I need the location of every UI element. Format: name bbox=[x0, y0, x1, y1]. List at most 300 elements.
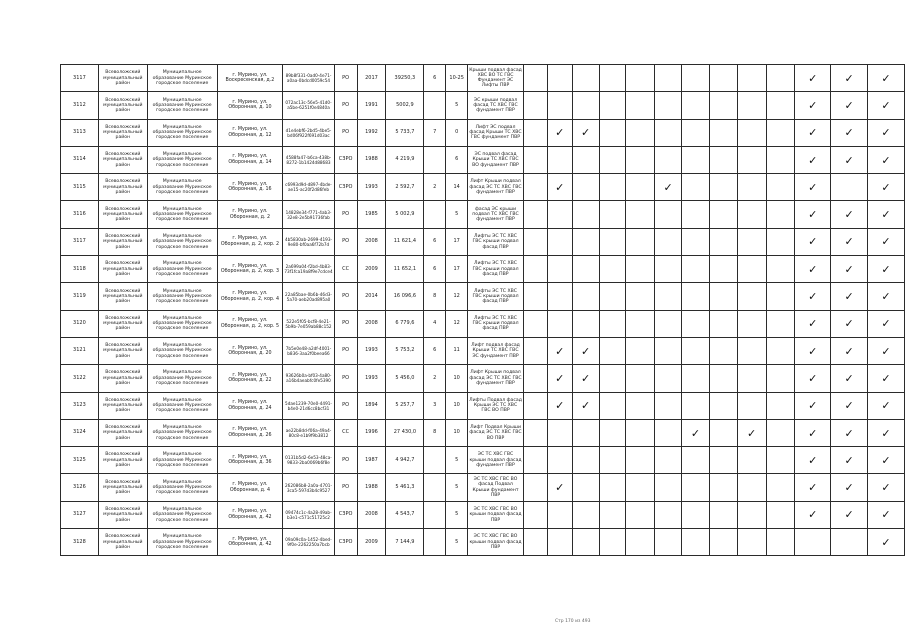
checkmark-icon: ✓ bbox=[867, 174, 904, 201]
year-cell: 2008 bbox=[357, 501, 386, 528]
checkmark-icon bbox=[766, 474, 795, 501]
checkmark-icon: ✓ bbox=[547, 474, 572, 501]
checkmark-icon bbox=[572, 228, 599, 255]
row-number: 3119 bbox=[61, 283, 99, 310]
checkmark-icon bbox=[599, 65, 626, 92]
checkmark-icon: ✓ bbox=[831, 228, 868, 255]
checkmark-icon bbox=[831, 174, 868, 201]
checkmark-icon bbox=[682, 146, 710, 173]
checkmark-icon bbox=[709, 337, 737, 364]
checkmark-icon bbox=[547, 228, 572, 255]
checkmark-icon bbox=[655, 447, 682, 474]
page-footer bbox=[555, 619, 590, 624]
checkmark-icon: ✓ bbox=[547, 119, 572, 146]
checkmark-icon bbox=[709, 92, 737, 119]
floors-cell: 8 bbox=[424, 419, 446, 446]
works-table bbox=[60, 64, 905, 556]
entrances-cell: 6 bbox=[446, 146, 468, 173]
checkmark-icon: ✓ bbox=[867, 501, 904, 528]
area-cell: 5 733,7 bbox=[386, 119, 424, 146]
checkmark-icon bbox=[766, 119, 795, 146]
checkmark-icon bbox=[766, 283, 795, 310]
management-cell: РО bbox=[334, 201, 357, 228]
area-cell: 4 942,7 bbox=[386, 447, 424, 474]
row-number: 3120 bbox=[61, 310, 99, 337]
checkmark-icon bbox=[655, 529, 682, 556]
entrances-cell: 10 bbox=[446, 392, 468, 419]
checkmark-icon bbox=[737, 119, 766, 146]
checkmark-icon bbox=[655, 283, 682, 310]
checkmark-icon bbox=[626, 174, 655, 201]
checkmark-icon bbox=[655, 146, 682, 173]
footer-page: 170 bbox=[565, 619, 574, 624]
checkmark-icon: ✓ bbox=[831, 337, 868, 364]
floors-cell: 3 bbox=[424, 392, 446, 419]
checkmark-icon bbox=[766, 146, 795, 173]
row-number: 3116 bbox=[61, 201, 99, 228]
floors-cell: 6 bbox=[424, 65, 446, 92]
municipality-cell: Муниципальное образование Муринское городское поселение bbox=[147, 447, 217, 474]
entrances-cell: 5 bbox=[446, 447, 468, 474]
checkmark-icon bbox=[626, 119, 655, 146]
checkmark-icon bbox=[599, 501, 626, 528]
entrances-cell: 17 bbox=[446, 228, 468, 255]
checkmark-icon bbox=[626, 256, 655, 283]
management-cell: РО bbox=[334, 310, 357, 337]
year-cell: 1894 bbox=[357, 392, 386, 419]
checkmark-icon bbox=[523, 365, 547, 392]
year-cell: 2014 bbox=[357, 283, 386, 310]
address-cell: г. Мурино, ул. Оборонная, д. 26 bbox=[217, 419, 283, 446]
floors-cell bbox=[424, 92, 446, 119]
checkmark-icon bbox=[599, 283, 626, 310]
table-row bbox=[61, 529, 905, 556]
checkmark-icon bbox=[572, 474, 599, 501]
entrances-cell: 0 bbox=[446, 119, 468, 146]
address-cell: г. Мурино, ул. Оборонная, д. 4 bbox=[217, 474, 283, 501]
area-cell: 39250,3 bbox=[386, 65, 424, 92]
checkmark-icon bbox=[737, 283, 766, 310]
entrances-cell: 5 bbox=[446, 529, 468, 556]
checkmark-icon bbox=[682, 501, 710, 528]
checkmark-icon: ✓ bbox=[795, 337, 831, 364]
area-cell: 5 753,2 bbox=[386, 337, 424, 364]
guid-cell: 93626b0a-bf03-4a80-a16b4aeabfc0fe5390 bbox=[283, 365, 334, 392]
works-cell: Лифты Подвал фасад Крыши ЭС ТС ХВС ГВС ВО ПВР bbox=[468, 392, 524, 419]
checkmark-icon bbox=[547, 92, 572, 119]
row-number: 3114 bbox=[61, 146, 99, 173]
checkmark-icon: ✓ bbox=[867, 365, 904, 392]
table-row bbox=[61, 447, 905, 474]
district-cell: Всеволожский муниципальный район bbox=[98, 228, 147, 255]
floors-cell bbox=[424, 529, 446, 556]
guid-cell: d1e4ebf6-2bd5-4be5-bd06f922f691d03ac bbox=[283, 119, 334, 146]
checkmark-icon bbox=[599, 228, 626, 255]
checkmark-icon bbox=[626, 419, 655, 446]
checkmark-icon: ✓ bbox=[547, 392, 572, 419]
works-cell: Лифты ЭС ТС ХВС ГВС крыши подвал фасад ПВР bbox=[468, 310, 524, 337]
checkmark-icon bbox=[523, 392, 547, 419]
checkmark-icon: ✓ bbox=[867, 474, 904, 501]
table-row bbox=[61, 119, 905, 146]
checkmark-icon bbox=[547, 256, 572, 283]
checkmark-icon: ✓ bbox=[572, 365, 599, 392]
works-cell: фасад ЭС крыши подвал ТС ХВС ГВС фундамент ПВР bbox=[468, 201, 524, 228]
works-cell: ЭС подвал фасад Крыши ТС ХВС ГВС ВО фундамент ПВР bbox=[468, 146, 524, 173]
management-cell: РО bbox=[334, 228, 357, 255]
checkmark-icon bbox=[655, 419, 682, 446]
checkmark-icon: ✓ bbox=[795, 201, 831, 228]
management-cell: РО bbox=[334, 92, 357, 119]
address-cell: г. Мурино, ул. Оборонная, д. 14 bbox=[217, 146, 283, 173]
floors-cell: 4 bbox=[424, 310, 446, 337]
guid-cell: 22a85bae-0b6b-46d3-5a70-aeb20ad895a0 bbox=[283, 283, 334, 310]
guid-cell: 0131b5d2-6e53-48ca-9833-2ba0069b6f8e bbox=[283, 447, 334, 474]
checkmark-icon bbox=[599, 392, 626, 419]
checkmark-icon bbox=[626, 201, 655, 228]
area-cell: 4 219,9 bbox=[386, 146, 424, 173]
checkmark-icon bbox=[709, 474, 737, 501]
footer-label: Стр bbox=[555, 619, 564, 624]
checkmark-icon bbox=[626, 447, 655, 474]
management-cell: РО bbox=[334, 337, 357, 364]
address-cell: г. Мурино, ул. Оборонная, д. 2, кор. 2 bbox=[217, 228, 283, 255]
checkmark-icon bbox=[766, 228, 795, 255]
checkmark-icon bbox=[737, 501, 766, 528]
table-row bbox=[61, 256, 905, 283]
row-number: 3127 bbox=[61, 501, 99, 528]
guid-cell: 522e5f05-bcf8-4e21-5b9b-7e059ab88c152 bbox=[283, 310, 334, 337]
guid-cell: 14828e34-f771-4ab3-32e8-2e5b91736fab bbox=[283, 201, 334, 228]
checkmark-icon: ✓ bbox=[547, 365, 572, 392]
checkmark-icon bbox=[547, 447, 572, 474]
checkmark-icon bbox=[599, 310, 626, 337]
checkmark-icon: ✓ bbox=[831, 447, 868, 474]
checkmark-icon bbox=[599, 201, 626, 228]
checkmark-icon bbox=[766, 65, 795, 92]
area-cell: 11 652,1 bbox=[386, 256, 424, 283]
municipality-cell: Муниципальное образование Муринское городское поселение bbox=[147, 228, 217, 255]
municipality-cell: Муниципальное образование Муринское городское поселение bbox=[147, 283, 217, 310]
checkmark-icon: ✓ bbox=[831, 474, 868, 501]
checkmark-icon bbox=[682, 529, 710, 556]
entrances-cell: 5 bbox=[446, 92, 468, 119]
floors-cell: 2 bbox=[424, 365, 446, 392]
checkmark-icon bbox=[523, 256, 547, 283]
floors-cell: 2 bbox=[424, 174, 446, 201]
checkmark-icon: ✓ bbox=[795, 474, 831, 501]
row-number: 3122 bbox=[61, 365, 99, 392]
district-cell: Всеволожский муниципальный район bbox=[98, 474, 147, 501]
checkmark-icon bbox=[682, 228, 710, 255]
municipality-cell: Муниципальное образование Муринское городское поселение bbox=[147, 501, 217, 528]
area-cell: 5 461,3 bbox=[386, 474, 424, 501]
checkmark-icon bbox=[737, 256, 766, 283]
checkmark-icon bbox=[547, 146, 572, 173]
floors-cell bbox=[424, 474, 446, 501]
address-cell: г. Мурино, ул. Оборонная, д. 2, кор. 3 bbox=[217, 256, 283, 283]
works-cell: ЭС ТС ХВС ГВС крыши подвал фасад фундамент ПВР bbox=[468, 447, 524, 474]
checkmark-icon bbox=[655, 65, 682, 92]
checkmark-icon bbox=[682, 201, 710, 228]
address-cell: г. Мурино, ул. Оборонная, д. 2, кор. 5 bbox=[217, 310, 283, 337]
footer-total: 493 bbox=[581, 619, 591, 624]
checkmark-icon bbox=[599, 256, 626, 283]
municipality-cell: Муниципальное образование Муринское городское поселение bbox=[147, 65, 217, 92]
row-number: 3115 bbox=[61, 174, 99, 201]
management-cell: РО bbox=[334, 283, 357, 310]
district-cell: Всеволожский муниципальный район bbox=[98, 201, 147, 228]
checkmark-icon: ✓ bbox=[867, 201, 904, 228]
table-row bbox=[61, 310, 905, 337]
year-cell: 1988 bbox=[357, 474, 386, 501]
year-cell: 1988 bbox=[357, 146, 386, 173]
checkmark-icon bbox=[523, 474, 547, 501]
row-number: 3117 bbox=[61, 65, 99, 92]
district-cell: Всеволожский муниципальный район bbox=[98, 310, 147, 337]
entrances-cell: 5 bbox=[446, 474, 468, 501]
checkmark-icon: ✓ bbox=[831, 310, 868, 337]
checkmark-icon bbox=[766, 256, 795, 283]
district-cell: Всеволожский муниципальный район bbox=[98, 501, 147, 528]
table-body bbox=[61, 65, 905, 556]
checkmark-icon bbox=[655, 228, 682, 255]
checkmark-icon bbox=[547, 65, 572, 92]
checkmark-icon bbox=[682, 65, 710, 92]
checkmark-icon bbox=[523, 228, 547, 255]
table-row bbox=[61, 337, 905, 364]
management-cell: РО bbox=[334, 119, 357, 146]
entrances-cell: 10 bbox=[446, 419, 468, 446]
checkmark-icon bbox=[709, 228, 737, 255]
year-cell: 1985 bbox=[357, 201, 386, 228]
checkmark-icon: ✓ bbox=[795, 119, 831, 146]
area-cell: 6 779,6 bbox=[386, 310, 424, 337]
row-number: 3128 bbox=[61, 529, 99, 556]
checkmark-icon bbox=[682, 119, 710, 146]
checkmark-icon: ✓ bbox=[831, 119, 868, 146]
works-cell: Лифт Крыши подвал фасад ЭС ТС ХВС ГВС фундамент ПВР bbox=[468, 174, 524, 201]
row-number: 3124 bbox=[61, 419, 99, 446]
checkmark-icon: ✓ bbox=[572, 337, 599, 364]
checkmark-icon bbox=[626, 92, 655, 119]
checkmark-icon: ✓ bbox=[547, 174, 572, 201]
municipality-cell: Муниципальное образование Муринское городское поселение bbox=[147, 365, 217, 392]
row-number: 3117 bbox=[61, 228, 99, 255]
area-cell: 5 002,9 bbox=[386, 201, 424, 228]
address-cell: г. Мурино, ул. Оборонная, д. 22 bbox=[217, 365, 283, 392]
checkmark-icon: ✓ bbox=[795, 447, 831, 474]
checkmark-icon: ✓ bbox=[867, 92, 904, 119]
checkmark-icon: ✓ bbox=[795, 92, 831, 119]
checkmark-icon bbox=[599, 92, 626, 119]
table-row bbox=[61, 501, 905, 528]
year-cell: 2009 bbox=[357, 256, 386, 283]
checkmark-icon bbox=[547, 283, 572, 310]
checkmark-icon: ✓ bbox=[831, 501, 868, 528]
checkmark-icon: ✓ bbox=[572, 392, 599, 419]
checkmark-icon bbox=[709, 365, 737, 392]
checkmark-icon bbox=[572, 201, 599, 228]
checkmark-icon bbox=[523, 65, 547, 92]
checkmark-icon bbox=[766, 365, 795, 392]
district-cell: Всеволожский муниципальный район bbox=[98, 92, 147, 119]
checkmark-icon bbox=[709, 146, 737, 173]
checkmark-icon bbox=[655, 501, 682, 528]
area-cell: 4 543,7 bbox=[386, 501, 424, 528]
entrances-cell: 10 bbox=[446, 365, 468, 392]
guid-cell: 4b5830ab-2699-4193-9e80-bf0aa6f72b7d bbox=[283, 228, 334, 255]
checkmark-icon bbox=[655, 201, 682, 228]
checkmark-icon: ✓ bbox=[867, 310, 904, 337]
checkmark-icon: ✓ bbox=[867, 392, 904, 419]
checkmark-icon bbox=[709, 501, 737, 528]
checkmark-icon bbox=[709, 174, 737, 201]
year-cell: 1987 bbox=[357, 447, 386, 474]
guid-cell: 7b5e0e48-a2df-4001-b836-3aa2f0beea66 bbox=[283, 337, 334, 364]
address-cell: г. Мурино, ул. Воскресенская, д.2 bbox=[217, 65, 283, 92]
footer-of: из bbox=[575, 619, 581, 624]
checkmark-icon bbox=[523, 310, 547, 337]
row-number: 3126 bbox=[61, 474, 99, 501]
checkmark-icon: ✓ bbox=[867, 228, 904, 255]
table-row bbox=[61, 92, 905, 119]
address-cell: г. Мурино, ул. Оборонная, д. 2, кор. 4 bbox=[217, 283, 283, 310]
table-row bbox=[61, 283, 905, 310]
district-cell: Всеволожский муниципальный район bbox=[98, 283, 147, 310]
floors-cell: 6 bbox=[424, 228, 446, 255]
checkmark-icon bbox=[626, 337, 655, 364]
checkmark-icon bbox=[655, 392, 682, 419]
entrances-cell: 5 bbox=[446, 501, 468, 528]
checkmark-icon: ✓ bbox=[737, 419, 766, 446]
row-number: 3113 bbox=[61, 119, 99, 146]
checkmark-icon: ✓ bbox=[867, 529, 904, 556]
municipality-cell: Муниципальное образование Муринское городское поселение bbox=[147, 474, 217, 501]
checkmark-icon: ✓ bbox=[795, 365, 831, 392]
checkmark-icon bbox=[709, 283, 737, 310]
works-cell: ЭС ТС ХВС ГВС ВО крыши подвал фасад ПВР bbox=[468, 529, 524, 556]
checkmark-icon bbox=[795, 529, 831, 556]
municipality-cell: Муниципальное образование Муринское городское поселение bbox=[147, 201, 217, 228]
checkmark-icon: ✓ bbox=[547, 337, 572, 364]
checkmark-icon: ✓ bbox=[795, 65, 831, 92]
address-cell: г. Мурино, ул. Оборонная, д. 20 bbox=[217, 337, 283, 364]
checkmark-icon bbox=[655, 365, 682, 392]
works-cell: Лифт Крыши подвал фасад ЭС ТС ХВС ГВС фундамент ПВР bbox=[468, 365, 524, 392]
address-cell: г. Мурино, ул. Оборонная, д. 10 bbox=[217, 92, 283, 119]
checkmark-icon bbox=[572, 447, 599, 474]
table-row bbox=[61, 365, 905, 392]
checkmark-icon bbox=[709, 447, 737, 474]
checkmark-icon bbox=[572, 256, 599, 283]
management-cell: СЗРО bbox=[334, 146, 357, 173]
checkmark-icon bbox=[599, 365, 626, 392]
district-cell: Всеволожский муниципальный район bbox=[98, 146, 147, 173]
works-cell: Лифты ЭС ТС ХВС ГВС крыши подвал фасад ПВР bbox=[468, 256, 524, 283]
checkmark-icon bbox=[709, 419, 737, 446]
checkmark-icon bbox=[709, 392, 737, 419]
checkmark-icon bbox=[655, 92, 682, 119]
entrances-cell: 10-25 bbox=[446, 65, 468, 92]
floors-cell bbox=[424, 146, 446, 173]
checkmark-icon bbox=[523, 119, 547, 146]
year-cell: 1991 bbox=[357, 92, 386, 119]
checkmark-icon: ✓ bbox=[795, 146, 831, 173]
checkmark-icon bbox=[523, 92, 547, 119]
checkmark-icon: ✓ bbox=[831, 92, 868, 119]
checkmark-icon: ✓ bbox=[867, 337, 904, 364]
municipality-cell: Муниципальное образование Муринское городское поселение bbox=[147, 146, 217, 173]
area-cell: 2 592,7 bbox=[386, 174, 424, 201]
checkmark-icon: ✓ bbox=[831, 419, 868, 446]
checkmark-icon bbox=[572, 174, 599, 201]
checkmark-icon bbox=[766, 310, 795, 337]
guid-cell: 09474c1c-4a28-49ab-b3e1-c571c51725c2 bbox=[283, 501, 334, 528]
checkmark-icon bbox=[547, 419, 572, 446]
checkmark-icon bbox=[599, 337, 626, 364]
checkmark-icon bbox=[737, 392, 766, 419]
checkmark-icon bbox=[682, 365, 710, 392]
guid-cell: c6993d9d-d897-4bde-ae15-ac20f2d86feb bbox=[283, 174, 334, 201]
guid-cell: 072ac13c-56e5-41d0-a5be-6251f0e4840a bbox=[283, 92, 334, 119]
district-cell: Всеволожский муниципальный район bbox=[98, 365, 147, 392]
checkmark-icon bbox=[682, 337, 710, 364]
checkmark-icon: ✓ bbox=[831, 201, 868, 228]
checkmark-icon bbox=[626, 529, 655, 556]
management-cell: РО bbox=[334, 447, 357, 474]
management-cell: СС bbox=[334, 256, 357, 283]
municipality-cell: Муниципальное образование Муринское городское поселение bbox=[147, 529, 217, 556]
checkmark-icon bbox=[626, 146, 655, 173]
address-cell: г. Мурино, ул. Оборонная, д. 42 bbox=[217, 501, 283, 528]
checkmark-icon bbox=[572, 65, 599, 92]
area-cell: 27 430,0 bbox=[386, 419, 424, 446]
year-cell: 1992 bbox=[357, 119, 386, 146]
checkmark-icon: ✓ bbox=[867, 119, 904, 146]
checkmark-icon bbox=[766, 392, 795, 419]
checkmark-icon: ✓ bbox=[867, 146, 904, 173]
checkmark-icon bbox=[709, 119, 737, 146]
floors-cell: 7 bbox=[424, 119, 446, 146]
management-cell: СС bbox=[334, 419, 357, 446]
district-cell: Всеволожский муниципальный район bbox=[98, 256, 147, 283]
checkmark-icon bbox=[709, 529, 737, 556]
checkmark-icon bbox=[737, 228, 766, 255]
checkmark-icon: ✓ bbox=[867, 419, 904, 446]
works-cell: Лифт подвал фасад Крыши ТС ХВС ГВС ЭС фундамент ПВР bbox=[468, 337, 524, 364]
year-cell: 1993 bbox=[357, 365, 386, 392]
address-cell: г. Мурино, ул. Оборонная, д. 42 bbox=[217, 529, 283, 556]
area-cell: 11 621,4 bbox=[386, 228, 424, 255]
checkmark-icon: ✓ bbox=[867, 65, 904, 92]
checkmark-icon bbox=[547, 529, 572, 556]
checkmark-icon bbox=[766, 92, 795, 119]
checkmark-icon bbox=[737, 174, 766, 201]
checkmark-icon: ✓ bbox=[795, 174, 831, 201]
checkmark-icon bbox=[737, 92, 766, 119]
municipality-cell: Муниципальное образование Муринское городское поселение bbox=[147, 392, 217, 419]
year-cell: 2009 bbox=[357, 529, 386, 556]
checkmark-icon bbox=[737, 365, 766, 392]
checkmark-icon bbox=[766, 419, 795, 446]
checkmark-icon bbox=[523, 501, 547, 528]
district-cell: Всеволожский муниципальный район bbox=[98, 174, 147, 201]
entrances-cell: 12 bbox=[446, 310, 468, 337]
address-cell: г. Мурино, ул. Оборонная, д. 2 bbox=[217, 201, 283, 228]
checkmark-icon: ✓ bbox=[655, 174, 682, 201]
checkmark-icon bbox=[626, 65, 655, 92]
